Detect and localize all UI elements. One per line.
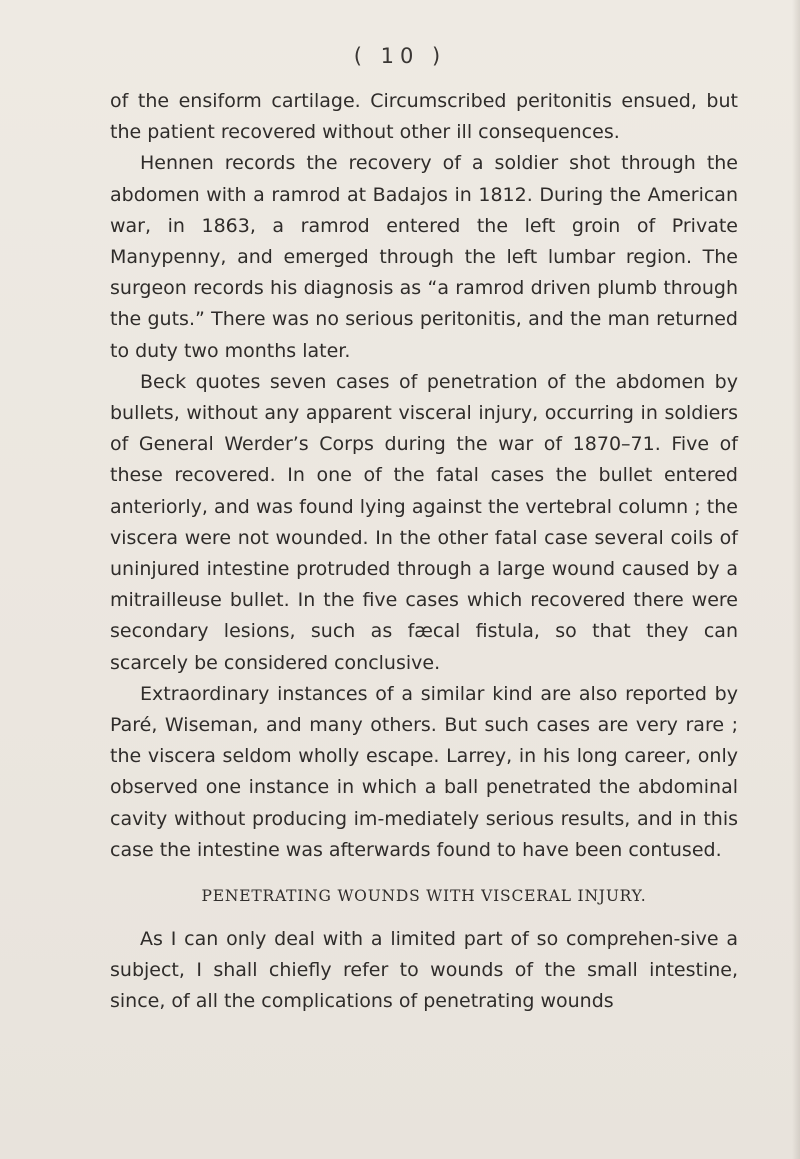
paragraph-beck: Beck quotes seven cases of penetration of the abdomen by bullets, without any apparent visceral injury, occurring in soldiers of General Werder’s Corps during the war of 1870–71. Five of these recovered. In one of the fatal cases the bullet entered anteriorly, and was found lying against the vertebral column ; the viscera were not wounded. In the other fatal case several coils of uninjured intestine protruded through a large wound caused by a mitrailleuse bullet. In the five cases which recovered there were secondary lesions, such as fæcal fistula, so that they can scarcely be considered conclusive. xyxy=(110,370,738,674)
paragraph-continuation: of the ensiform cartilage. Circumscribed peritonitis ensued, but the patient recovered without other ill consequences. xyxy=(110,90,738,144)
body-text xyxy=(110,86,738,1018)
paragraph-section-intro: As I can only deal with a limited part of so comprehen-sive a subject, I shall chiefly refer to wounds of the small intestine, since, of all the complications of penetrating wounds xyxy=(110,928,738,1013)
page-number: ( 10 ) xyxy=(353,44,447,68)
paragraph-hennen: Hennen records the recovery of a soldier shot through the abdomen with a ramrod at Badajos in 1812. During the American war, in 1863, a ramrod entered the left groin of Private Manypenny, and emerged through the left lumbar region. The surgeon records his diagnosis as “a ramrod driven plumb through the guts.” There was no serious peritonitis, and the man returned to duty two months later. xyxy=(110,152,738,362)
page-edge-shadow xyxy=(792,0,800,1159)
paragraph-extraordinary: Extraordinary instances of a similar kind are also reported by Paré, Wiseman, and many others. But such cases are very rare ; the viscera seldom wholly escape. Larrey, in his long career, only observed one instance in which a ball penetrated the abdominal cavity without producing im-mediately serious results, and in this case the intestine was afterwards found to have been contused. xyxy=(110,682,738,861)
section-heading: PENETRATING WOUNDS WITH VISCERAL INJURY. xyxy=(201,887,647,906)
